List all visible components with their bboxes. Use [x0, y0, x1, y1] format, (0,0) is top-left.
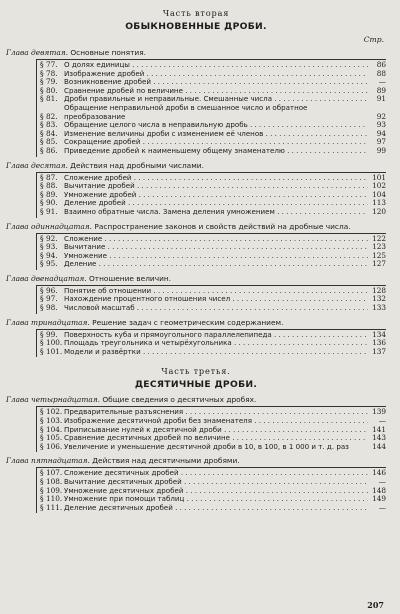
section-title: Предварительные разъяснения . . .: [64, 408, 368, 417]
section-title: Приписывание нулей к десятичной дроби . . .: [64, 426, 368, 435]
chapter-title: Действия над десятичными дробями.: [92, 456, 240, 466]
section-title: Обращение целого числа в неправильную дробь . . .: [64, 121, 368, 130]
section-number: § 108.: [40, 477, 63, 486]
toc-entry[interactable]: [40, 147, 386, 156]
section-number: § 103.: [40, 416, 63, 426]
section-page: 125: [372, 250, 386, 260]
chapter-label: Глава девятая.: [6, 48, 68, 57]
chapter-label: Глава четырнадцатая.: [6, 395, 100, 405]
toc-entry[interactable]: [40, 208, 386, 217]
section-page: 137: [372, 346, 386, 356]
section-page: 120: [372, 206, 386, 216]
section-page: 139: [372, 407, 386, 417]
toc-entry[interactable]: [40, 495, 386, 504]
section-page: 123: [372, 242, 386, 252]
toc-entry[interactable]: [40, 95, 386, 104]
section-page: 146: [372, 468, 386, 478]
part-two-title: ОБЫКНОВЕННЫЕ ДРОБИ.: [125, 21, 267, 32]
toc-entry[interactable]: [40, 504, 386, 513]
section-title: Вычитание десятичных дробей . . .: [64, 478, 368, 487]
chapter-heading: [6, 395, 386, 404]
section-title: Изображение десятичной дроби без знаменателя . . .: [64, 417, 368, 426]
section-page: 89: [376, 85, 386, 95]
section-number: § 97.: [40, 294, 58, 304]
section-page: 86: [376, 60, 386, 69]
section-title: Сложение . . .: [64, 235, 368, 244]
section-title: Приведение дробей к наименьшему общему знаменателю . . .: [64, 147, 368, 156]
section-page: 94: [376, 128, 386, 138]
toc-entry[interactable]: [40, 331, 386, 340]
section-title: Изображение дробей . . .: [64, 70, 368, 79]
section-page: 141: [372, 424, 386, 434]
section-page: 132: [372, 294, 386, 304]
toc-entry[interactable]: [40, 199, 386, 208]
toc-entry[interactable]: [40, 191, 386, 200]
toc-entry[interactable]: [40, 130, 386, 139]
section-number: § 102.: [40, 407, 63, 417]
section-page: 93: [376, 120, 386, 130]
section-number: § 77.: [40, 60, 58, 69]
part-three-title: ДЕСЯТИЧНЫЕ ДРОБИ.: [134, 379, 258, 391]
section-title: Сравнение дробей по величине . . .: [64, 87, 368, 96]
section-page: 99: [376, 145, 386, 155]
section-title: Понятие об отношении . . .: [64, 287, 368, 296]
chapter-heading: [6, 456, 386, 465]
section-number: § 104.: [40, 424, 63, 434]
section-number: § 87.: [40, 172, 58, 182]
section-number: § 107.: [40, 468, 63, 478]
section-page: 102: [372, 181, 386, 191]
section-number: § 79.: [40, 77, 58, 87]
chapter-title: Распространение законов и свойств действий на дробные числа.: [94, 221, 351, 231]
section-number: § 99.: [40, 329, 58, 339]
toc-entry[interactable]: [40, 260, 386, 269]
toc-entry[interactable]: [40, 478, 386, 487]
toc-entry[interactable]: [40, 348, 386, 357]
section-page: 91: [376, 94, 386, 104]
section-number: § 101.: [40, 346, 63, 356]
section-number: § 105.: [40, 433, 63, 443]
section-number: § 83.: [40, 120, 58, 130]
section-page: —: [378, 416, 386, 426]
section-title: Увеличение и уменьшение десятичной дроби в 10, в 100, в 1 000 и т. д. раз: [64, 442, 349, 451]
section-number: § 106.: [40, 441, 63, 451]
section-number: § 90.: [40, 198, 58, 208]
toc-entry[interactable]: [40, 339, 386, 348]
part-three-label: Часть третья.: [161, 366, 231, 377]
section-title: Вычитание . . .: [64, 243, 368, 252]
section-page: 133: [372, 303, 386, 313]
section-title: Умножение при помощи таблиц . . .: [64, 495, 368, 504]
toc-entry[interactable]: [40, 304, 386, 313]
toc-entry[interactable]: [40, 469, 386, 478]
chapter-label: Глава пятнадцатая.: [6, 456, 90, 466]
section-page: 127: [372, 259, 386, 269]
toc-entry[interactable]: [40, 235, 386, 244]
toc-entry[interactable]: [40, 295, 386, 304]
chapter-title: Решение задач с геометрическим содержанием.: [92, 317, 284, 327]
section-title: Взаимно обратные числа. Замена деления умножением . . .: [64, 208, 368, 217]
section-page: 148: [372, 485, 386, 495]
section-list: [36, 406, 386, 452]
chapter-label: Глава десятая.: [6, 160, 68, 170]
section-title: Деление дробей . . .: [64, 199, 368, 208]
toc-entry[interactable]: [40, 61, 386, 70]
page-column-label: Стр.: [363, 35, 384, 44]
toc-entry[interactable]: [40, 78, 386, 87]
section-number: § 100.: [40, 338, 63, 348]
chapter-title: Отношение величин.: [88, 273, 172, 283]
page-number: 207: [367, 600, 384, 610]
chapter-label: Глава одиннадцатая.: [6, 221, 93, 231]
section-page: —: [378, 502, 386, 512]
section-page: 104: [372, 189, 386, 199]
section-title: Сложение десятичных дробей . . .: [64, 469, 368, 478]
section-title: Умножение дробей . . .: [64, 191, 368, 200]
section-list: [36, 59, 386, 157]
section-list: [36, 172, 386, 218]
toc-entry[interactable]: [40, 408, 386, 417]
section-page: 134: [372, 329, 386, 339]
section-number: § 84.: [40, 128, 58, 138]
toc-entry[interactable]: [40, 70, 386, 79]
toc-entry[interactable]: [40, 87, 386, 96]
section-page: 101: [372, 172, 386, 182]
section-number: § 93.: [40, 242, 58, 252]
toc-entry[interactable]: [40, 182, 386, 191]
section-title: Деление десятичных дробей . . .: [64, 504, 368, 513]
chapter-label: Глава тринадцатая.: [6, 317, 90, 327]
section-page: 122: [372, 233, 386, 243]
section-title: Сокращение дробей . . .: [64, 138, 368, 147]
section-title: Сложение дробей . . .: [64, 174, 368, 183]
section-page: 143: [372, 433, 386, 443]
part-two-chapters: [6, 48, 386, 357]
toc-entry[interactable]: [40, 104, 386, 121]
section-list: [36, 285, 386, 314]
section-number: § 111.: [40, 502, 63, 512]
section-page: 128: [372, 285, 386, 295]
section-page: 149: [372, 494, 386, 504]
section-page: —: [378, 77, 386, 87]
section-number: § 98.: [40, 303, 58, 313]
section-number: § 85.: [40, 137, 58, 147]
section-number: § 95.: [40, 259, 58, 269]
section-title: Деление . . .: [64, 260, 368, 269]
chapter-label: Глава двенадцатая.: [6, 273, 87, 283]
toc-entry[interactable]: [40, 174, 386, 183]
section-number: § 89.: [40, 189, 58, 199]
chapter-heading: [6, 274, 386, 283]
toc-entry[interactable]: [40, 426, 386, 435]
section-number: § 94.: [40, 250, 58, 260]
chapter-title: Действия над дробными числами.: [70, 160, 204, 170]
section-page: 144: [372, 441, 386, 451]
section-number: § 92.: [40, 233, 58, 243]
toc-entry[interactable]: [40, 487, 386, 496]
section-number: § 80.: [40, 85, 58, 95]
toc-entry[interactable]: [40, 252, 386, 261]
chapter-heading: [6, 48, 386, 57]
toc-entry[interactable]: [40, 287, 386, 296]
toc-entry[interactable]: [40, 121, 386, 130]
section-list: [36, 233, 386, 270]
section-page: 97: [376, 137, 386, 147]
section-page: 113: [372, 198, 386, 208]
section-title: Дроби правильные и неправильные. Смешанные числа . . .: [64, 95, 368, 104]
section-number: § 78.: [40, 68, 58, 78]
part-two-label: Часть вторая: [162, 8, 230, 18]
section-title: Поверхность куба и прямоугольного параллелепипеда . . .: [64, 331, 368, 340]
section-title: Умножение . . .: [64, 252, 368, 261]
toc-entry[interactable]: [40, 417, 386, 426]
section-number: § 91.: [40, 206, 58, 216]
chapter-title: Общие сведения о десятичных дробях.: [102, 395, 257, 405]
section-title: Сравнение десятичных дробей по величине . . .: [64, 434, 368, 443]
chapter-title: Основные понятия.: [70, 48, 147, 57]
section-page: —: [378, 477, 386, 486]
section-number: § 82.: [40, 111, 58, 121]
section-title: Возникновение дробей . . .: [64, 78, 368, 87]
section-number: § 109.: [40, 485, 63, 495]
section-number: § 86.: [40, 145, 58, 155]
section-title: Площадь треугольника и четырёхугольника . . .: [64, 339, 368, 348]
section-page: 136: [372, 338, 386, 348]
chapter-heading: [6, 318, 386, 327]
toc-entry[interactable]: [40, 434, 386, 443]
section-title: Нахождение процентного отношения чисел . . .: [64, 295, 368, 304]
section-title: Обращение неправильной дроби в смешанное число и обратное преобразование: [64, 103, 308, 121]
toc-entry[interactable]: [40, 243, 386, 252]
part-three-chapters: [6, 395, 386, 513]
section-number: § 96.: [40, 285, 58, 295]
section-title: Модели и развёртки . . .: [64, 348, 368, 357]
section-number: § 110.: [40, 494, 63, 504]
section-number: § 81.: [40, 94, 58, 104]
section-title: Числовой масштаб . . .: [64, 304, 368, 313]
section-title: О долях единицы . . .: [64, 61, 368, 70]
section-title: Изменение величины дроби с изменением её членов . . .: [64, 130, 368, 139]
section-list: [36, 467, 386, 513]
toc-entry[interactable]: [40, 443, 386, 452]
section-title: Вычитание дробей . . .: [64, 182, 368, 191]
section-page: 92: [376, 111, 386, 121]
section-title: Умножение десятичных дробей . . .: [64, 487, 368, 496]
section-list: [36, 329, 386, 358]
section-number: § 88.: [40, 181, 58, 191]
chapter-heading: [6, 222, 386, 231]
toc-entry[interactable]: [40, 138, 386, 147]
chapter-heading: [6, 161, 386, 170]
section-page: 88: [376, 68, 386, 78]
